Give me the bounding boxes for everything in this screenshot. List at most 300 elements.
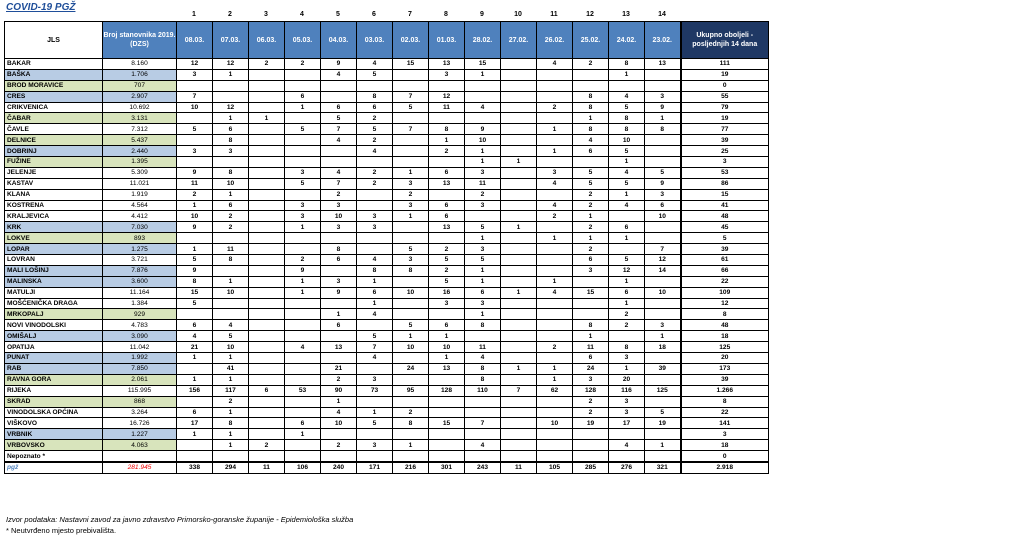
- row-value: [501, 255, 537, 266]
- row-value: [357, 80, 393, 91]
- row-value: 1: [501, 287, 537, 298]
- row-value: 4: [357, 146, 393, 157]
- row-value: 1: [537, 233, 573, 244]
- table-row: [5, 211, 769, 222]
- row-value: 5: [609, 102, 645, 113]
- row-value: 12: [645, 255, 681, 266]
- row-total: 86: [681, 178, 769, 189]
- row-value: 9: [177, 222, 213, 233]
- row-value: 17: [177, 418, 213, 429]
- row-value: 5: [393, 320, 429, 331]
- table-row: [5, 265, 769, 276]
- row-value: 1: [213, 69, 249, 80]
- row-value: 21: [177, 342, 213, 353]
- row-value: [357, 320, 393, 331]
- row-value: 4: [213, 320, 249, 331]
- row-value: [537, 407, 573, 418]
- row-name: ČABAR: [5, 113, 103, 124]
- row-value: 4: [609, 200, 645, 211]
- row-value: 8: [213, 135, 249, 146]
- row-name: JELENJE: [5, 167, 103, 178]
- row-total: 45: [681, 222, 769, 233]
- row-value: [249, 157, 285, 168]
- row-value: [285, 146, 321, 157]
- row-value: 10: [213, 178, 249, 189]
- row-value: [357, 233, 393, 244]
- sum-population: 281.945: [103, 462, 177, 473]
- row-value: [537, 80, 573, 91]
- row-value: 6: [321, 255, 357, 266]
- row-value: 1: [285, 102, 321, 113]
- row-value: [249, 353, 285, 364]
- column-number: 14: [658, 11, 666, 18]
- row-value: 2: [357, 178, 393, 189]
- row-value: [393, 80, 429, 91]
- row-value: 2: [285, 59, 321, 70]
- row-name: MALINSKA: [5, 276, 103, 287]
- row-value: [393, 113, 429, 124]
- row-name: MALI LOŠINJ: [5, 265, 103, 276]
- row-value: 2: [213, 211, 249, 222]
- row-value: 1: [465, 265, 501, 276]
- row-value: [285, 396, 321, 407]
- row-value: 1: [573, 211, 609, 222]
- header-date: 01.03.: [429, 22, 465, 59]
- row-value: [537, 451, 573, 462]
- row-value: [177, 157, 213, 168]
- row-value: [249, 189, 285, 200]
- row-value: 5: [177, 255, 213, 266]
- row-value: 1: [645, 331, 681, 342]
- row-value: [645, 222, 681, 233]
- row-value: 6: [321, 102, 357, 113]
- row-value: 7: [321, 124, 357, 135]
- row-total: 41: [681, 200, 769, 211]
- row-value: [501, 265, 537, 276]
- row-value: 4: [609, 91, 645, 102]
- row-value: [501, 178, 537, 189]
- row-value: 1: [573, 233, 609, 244]
- row-value: 1: [465, 276, 501, 287]
- row-value: 3: [393, 178, 429, 189]
- row-value: [321, 265, 357, 276]
- row-value: [285, 353, 321, 364]
- row-value: 3: [393, 255, 429, 266]
- row-value: 4: [537, 59, 573, 70]
- row-value: [249, 69, 285, 80]
- row-value: 3: [357, 374, 393, 385]
- row-value: 11: [573, 342, 609, 353]
- row-value: [501, 342, 537, 353]
- row-value: 9: [465, 124, 501, 135]
- row-value: 8: [357, 91, 393, 102]
- column-number: 9: [480, 11, 484, 18]
- row-value: 6: [357, 287, 393, 298]
- row-total: 39: [681, 244, 769, 255]
- row-value: 1: [393, 331, 429, 342]
- row-value: 5: [465, 255, 501, 266]
- row-value: [537, 331, 573, 342]
- header-date: 08.03.: [177, 22, 213, 59]
- row-value: [177, 80, 213, 91]
- row-value: 5: [393, 102, 429, 113]
- row-value: 4: [465, 353, 501, 364]
- row-value: [249, 276, 285, 287]
- row-value: 4: [321, 167, 357, 178]
- row-value: [177, 309, 213, 320]
- column-number: 3: [264, 11, 268, 18]
- sum-label: pgž: [5, 462, 103, 473]
- row-value: 13: [429, 178, 465, 189]
- row-total: 3: [681, 157, 769, 168]
- row-name: RAB: [5, 363, 103, 374]
- row-value: [501, 69, 537, 80]
- header-date: 07.03.: [213, 22, 249, 59]
- row-value: 2: [573, 189, 609, 200]
- row-population: 4.564: [103, 200, 177, 211]
- row-population: 1.706: [103, 69, 177, 80]
- row-total: 19: [681, 113, 769, 124]
- row-value: [285, 363, 321, 374]
- row-value: [249, 320, 285, 331]
- row-name: VRBOVSKO: [5, 440, 103, 451]
- row-value: 24: [393, 363, 429, 374]
- row-value: [609, 451, 645, 462]
- row-value: [213, 157, 249, 168]
- row-value: 95: [393, 385, 429, 396]
- row-value: 3: [573, 265, 609, 276]
- row-value: 24: [573, 363, 609, 374]
- row-total: 141: [681, 418, 769, 429]
- row-value: 5: [321, 113, 357, 124]
- row-name: VINODOLSKA OPĆINA: [5, 407, 103, 418]
- table-row: [5, 287, 769, 298]
- row-value: 4: [609, 440, 645, 451]
- row-value: 1: [573, 113, 609, 124]
- row-value: [537, 320, 573, 331]
- sum-value: 285: [573, 462, 609, 473]
- row-value: 1: [177, 200, 213, 211]
- row-value: [393, 276, 429, 287]
- row-value: [465, 331, 501, 342]
- row-value: [249, 342, 285, 353]
- row-value: [393, 374, 429, 385]
- row-value: [537, 353, 573, 364]
- row-value: 8: [609, 59, 645, 70]
- row-value: 3: [465, 244, 501, 255]
- row-total: 22: [681, 276, 769, 287]
- row-value: 16: [429, 287, 465, 298]
- row-value: [213, 265, 249, 276]
- row-value: [321, 233, 357, 244]
- row-value: 18: [645, 342, 681, 353]
- row-value: 5: [357, 418, 393, 429]
- row-value: [357, 429, 393, 440]
- row-value: [249, 233, 285, 244]
- row-name: KASTAV: [5, 178, 103, 189]
- row-value: 6: [429, 211, 465, 222]
- row-value: [357, 396, 393, 407]
- row-population: 1.992: [103, 353, 177, 364]
- row-total: 12: [681, 298, 769, 309]
- row-value: 5: [609, 146, 645, 157]
- row-population: 7.876: [103, 265, 177, 276]
- row-value: 11: [213, 244, 249, 255]
- row-value: [501, 80, 537, 91]
- table-row: [5, 451, 769, 462]
- row-value: 9: [285, 265, 321, 276]
- row-name: KOSTRENA: [5, 200, 103, 211]
- row-value: [501, 331, 537, 342]
- row-total: 79: [681, 102, 769, 113]
- row-value: [285, 331, 321, 342]
- row-value: [429, 451, 465, 462]
- row-value: 4: [321, 407, 357, 418]
- row-value: [249, 211, 285, 222]
- row-value: [285, 320, 321, 331]
- row-value: 5: [285, 124, 321, 135]
- row-total: 15: [681, 189, 769, 200]
- header-date: 05.03.: [285, 22, 321, 59]
- table-row: [5, 276, 769, 287]
- row-value: [177, 363, 213, 374]
- row-value: 1: [537, 276, 573, 287]
- row-value: [573, 440, 609, 451]
- row-value: 8: [645, 124, 681, 135]
- row-value: 1: [609, 276, 645, 287]
- row-value: [249, 135, 285, 146]
- row-value: 1: [465, 309, 501, 320]
- row-value: 6: [573, 146, 609, 157]
- row-value: [249, 331, 285, 342]
- row-value: 6: [285, 418, 321, 429]
- row-name: BROD MORAVICE: [5, 80, 103, 91]
- row-value: 3: [213, 146, 249, 157]
- row-population: 5.309: [103, 167, 177, 178]
- row-value: [465, 91, 501, 102]
- row-name: DELNICE: [5, 135, 103, 146]
- table-row: [5, 222, 769, 233]
- row-value: [393, 298, 429, 309]
- sum-total: 2.918: [681, 462, 769, 473]
- row-value: [501, 200, 537, 211]
- row-value: [465, 396, 501, 407]
- row-value: 6: [213, 124, 249, 135]
- row-value: [357, 189, 393, 200]
- row-value: [249, 407, 285, 418]
- row-value: [249, 298, 285, 309]
- row-value: 1: [357, 276, 393, 287]
- row-value: 2: [609, 309, 645, 320]
- header-jls: JLS: [5, 22, 103, 59]
- row-value: 19: [645, 418, 681, 429]
- row-value: 8: [321, 244, 357, 255]
- row-value: 4: [357, 255, 393, 266]
- sum-value: 106: [285, 462, 321, 473]
- row-value: 1: [177, 374, 213, 385]
- row-value: 10: [321, 418, 357, 429]
- row-value: [177, 440, 213, 451]
- row-population: 929: [103, 309, 177, 320]
- row-value: [501, 451, 537, 462]
- row-value: 2: [357, 135, 393, 146]
- row-value: 9: [177, 167, 213, 178]
- row-value: [249, 374, 285, 385]
- row-value: 5: [393, 244, 429, 255]
- row-value: 17: [609, 418, 645, 429]
- row-value: 6: [285, 91, 321, 102]
- row-value: 7: [645, 244, 681, 255]
- row-value: [501, 429, 537, 440]
- row-value: [429, 429, 465, 440]
- row-population: 3.600: [103, 276, 177, 287]
- row-value: [321, 80, 357, 91]
- row-value: 2: [321, 189, 357, 200]
- table-row: [5, 113, 769, 124]
- row-population: 3.090: [103, 331, 177, 342]
- row-value: 1: [213, 276, 249, 287]
- row-value: 3: [609, 407, 645, 418]
- header-date: 26.02.: [537, 22, 573, 59]
- row-value: [501, 211, 537, 222]
- row-value: [285, 80, 321, 91]
- row-value: 9: [177, 265, 213, 276]
- row-value: 1: [393, 167, 429, 178]
- row-total: 109: [681, 287, 769, 298]
- row-population: 3.721: [103, 255, 177, 266]
- row-value: [501, 320, 537, 331]
- row-value: [537, 189, 573, 200]
- row-value: [573, 69, 609, 80]
- row-value: 1: [285, 287, 321, 298]
- row-value: 3: [609, 353, 645, 364]
- row-value: 8: [573, 124, 609, 135]
- row-value: [501, 135, 537, 146]
- row-name: VRBNIK: [5, 429, 103, 440]
- row-value: 2: [357, 167, 393, 178]
- row-total: 53: [681, 167, 769, 178]
- row-value: 3: [285, 167, 321, 178]
- row-value: 2: [573, 222, 609, 233]
- row-value: 19: [573, 418, 609, 429]
- row-value: 1: [609, 298, 645, 309]
- row-value: 8: [465, 374, 501, 385]
- table-row: [5, 178, 769, 189]
- table-row: [5, 418, 769, 429]
- table-row: [5, 374, 769, 385]
- row-value: 8: [357, 265, 393, 276]
- row-population: 7.030: [103, 222, 177, 233]
- row-value: 6: [609, 222, 645, 233]
- row-name: CRES: [5, 91, 103, 102]
- row-value: [321, 429, 357, 440]
- row-value: 39: [645, 363, 681, 374]
- row-value: 1: [537, 363, 573, 374]
- row-total: 1.266: [681, 385, 769, 396]
- row-value: 5: [573, 167, 609, 178]
- row-value: [213, 309, 249, 320]
- row-value: [645, 69, 681, 80]
- covid-table: [4, 21, 769, 474]
- row-value: 7: [321, 178, 357, 189]
- table-row: [5, 331, 769, 342]
- row-value: 1: [465, 157, 501, 168]
- row-value: 3: [537, 167, 573, 178]
- row-value: [285, 135, 321, 146]
- row-total: 48: [681, 211, 769, 222]
- row-population: 2.907: [103, 91, 177, 102]
- table-row: [5, 91, 769, 102]
- row-value: 2: [249, 59, 285, 70]
- row-value: 5: [429, 255, 465, 266]
- row-value: 1: [213, 374, 249, 385]
- table-row: [5, 385, 769, 396]
- row-value: [249, 363, 285, 374]
- row-value: 1: [213, 113, 249, 124]
- column-number: 6: [372, 11, 376, 18]
- table-row: [5, 200, 769, 211]
- table-row: [5, 255, 769, 266]
- row-total: 66: [681, 265, 769, 276]
- row-value: 128: [573, 385, 609, 396]
- row-value: 90: [321, 385, 357, 396]
- source-note: Izvor podataka: Nastavni zavod za javno zdravstvo Primorsko-goranske županije - Epidemiološka služba: [6, 515, 354, 524]
- header-date: 24.02.: [609, 22, 645, 59]
- row-value: [249, 255, 285, 266]
- table-row: [5, 102, 769, 113]
- table-row: [5, 69, 769, 80]
- row-value: [501, 396, 537, 407]
- row-value: 62: [537, 385, 573, 396]
- sum-value: 240: [321, 462, 357, 473]
- row-value: [501, 167, 537, 178]
- row-value: 8: [393, 418, 429, 429]
- row-value: [249, 124, 285, 135]
- column-number: 7: [408, 11, 412, 18]
- row-name: FUŽINE: [5, 157, 103, 168]
- row-value: 5: [609, 178, 645, 189]
- table-row: [5, 59, 769, 70]
- table-row: [5, 429, 769, 440]
- row-value: [249, 102, 285, 113]
- row-value: [573, 157, 609, 168]
- row-value: [465, 113, 501, 124]
- row-value: 1: [285, 429, 321, 440]
- table-row: [5, 363, 769, 374]
- row-value: 12: [429, 91, 465, 102]
- row-value: 13: [645, 59, 681, 70]
- row-value: 2: [213, 396, 249, 407]
- row-value: [501, 353, 537, 364]
- row-value: [501, 189, 537, 200]
- header-total: Ukupno oboljeli - posljednjih 14 dana: [681, 22, 769, 59]
- row-value: 11: [465, 178, 501, 189]
- row-value: 1: [609, 233, 645, 244]
- row-name: CRIKVENICA: [5, 102, 103, 113]
- row-value: [645, 309, 681, 320]
- column-number: 11: [550, 11, 558, 18]
- row-value: [465, 407, 501, 418]
- row-value: 15: [393, 59, 429, 70]
- row-total: 8: [681, 396, 769, 407]
- row-value: [249, 178, 285, 189]
- row-value: 1: [357, 407, 393, 418]
- table-row: [5, 309, 769, 320]
- row-value: [537, 298, 573, 309]
- row-value: [357, 244, 393, 255]
- row-name: BAKAR: [5, 59, 103, 70]
- row-value: 1: [213, 440, 249, 451]
